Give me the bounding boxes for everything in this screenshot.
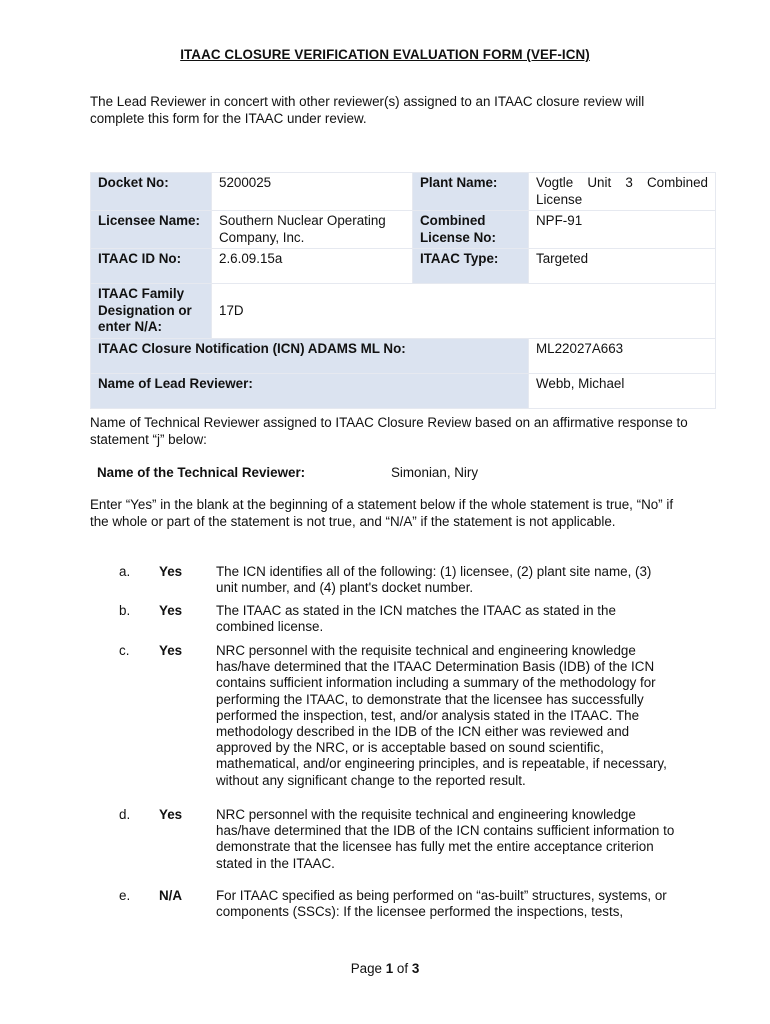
statement-answer: Yes (159, 564, 183, 579)
combined-license-label: Combined License No: (413, 211, 529, 249)
plant-label: Plant Name: (413, 173, 529, 211)
licensee-label: Licensee Name: (91, 211, 212, 249)
plant-value: Vogtle Unit 3 Combined License (529, 173, 716, 211)
page-number: 1 (385, 961, 394, 976)
statement-text: For ITAAC specified as being performed on “as-built” structures, systems, or components (SSCs): If the licensee performed the inspections, tests, (216, 888, 667, 920)
icn-label: ITAAC Closure Notification (ICN) ADAMS ML No: (91, 338, 529, 373)
page-word: Page (350, 961, 382, 976)
statement-text: NRC personnel with the requisite technical and engineering knowledge has/have determined that the IDB of the ICN contains sufficient information to demonstrate that the licensee has fully met the entire acceptance criterion stated in the ITAAC. (216, 807, 675, 871)
page-footer (0, 961, 770, 976)
itaac-id-value: 2.6.09.15a (212, 249, 413, 284)
statement-letter: a. (119, 564, 131, 579)
docket-label: Docket No: (91, 173, 212, 211)
statement-letter: b. (119, 603, 131, 618)
icn-value: ML22027A663 (529, 338, 716, 373)
technical-reviewer-value: Simonian, Niry (391, 465, 479, 480)
of-word: of (396, 961, 409, 976)
technical-reviewer-intro: Name of Technical Reviewer assigned to ITAAC Closure Review based on an affirmative response to statement “j” below: (90, 415, 688, 447)
statement-answer: Yes (159, 643, 183, 658)
family-value: 17D (212, 284, 716, 339)
intro-paragraph: The Lead Reviewer in concert with other reviewer(s) assigned to an ITAAC closure review will complete this form for the ITAAC under review. (90, 94, 645, 126)
statement-answer: N/A (159, 888, 183, 903)
lead-reviewer-label: Name of Lead Reviewer: (91, 373, 529, 408)
statement-answer: Yes (159, 807, 183, 822)
statement-answer: Yes (159, 603, 183, 618)
statement-letter: c. (119, 643, 130, 658)
docket-value: 5200025 (212, 173, 413, 211)
statement-letter: e. (119, 888, 131, 903)
itaac-type-value: Targeted (529, 249, 716, 284)
statement-text: NRC personnel with the requisite technical and engineering knowledge has/have determined that the ITAAC Determination Basis (IDB) of the ICN contains sufficient information including a summary of the methodology for performing the ITAAC, to demonstrate that the licensee has successfully performed the inspection, test, and/or analysis stated in the ITAAC. The methodology described in the IDB of the ICN either was reviewed and approved by the NRC, or is acceptable based on sound scientific, mathematical, and/or engineering principles, and is repeatable, if necessary, without any significant change to the reported result. (216, 643, 667, 788)
instructions-paragraph: Enter “Yes” in the blank at the beginning of a statement below if the whole statement is true, “No” if the whole or part of the statement is not true, and “N/A” if the statement is not applicable. (90, 497, 674, 529)
statement-letter: d. (119, 807, 131, 822)
family-label: ITAAC Family Designation or enter N/A: (91, 284, 212, 339)
lead-reviewer-value: Webb, Michael (529, 373, 716, 408)
licensee-value: Southern Nuclear Operating Company, Inc. (212, 211, 413, 249)
itaac-type-label: ITAAC Type: (413, 249, 529, 284)
itaac-info-table (90, 172, 716, 409)
statement-text: The ITAAC as stated in the ICN matches the ITAAC as stated in the combined license. (216, 603, 616, 635)
statement-text: The ICN identifies all of the following: (1) licensee, (2) plant site name, (3) unit number, and (4) plant's docket number. (216, 564, 652, 596)
itaac-id-label: ITAAC ID No: (91, 249, 212, 284)
combined-license-value: NPF-91 (529, 211, 716, 249)
form-title: ITAAC CLOSURE VERIFICATION EVALUATION FORM (VEF-ICN) (180, 47, 590, 62)
technical-reviewer-label: Name of the Technical Reviewer: (97, 465, 306, 480)
page-total: 3 (411, 961, 420, 976)
